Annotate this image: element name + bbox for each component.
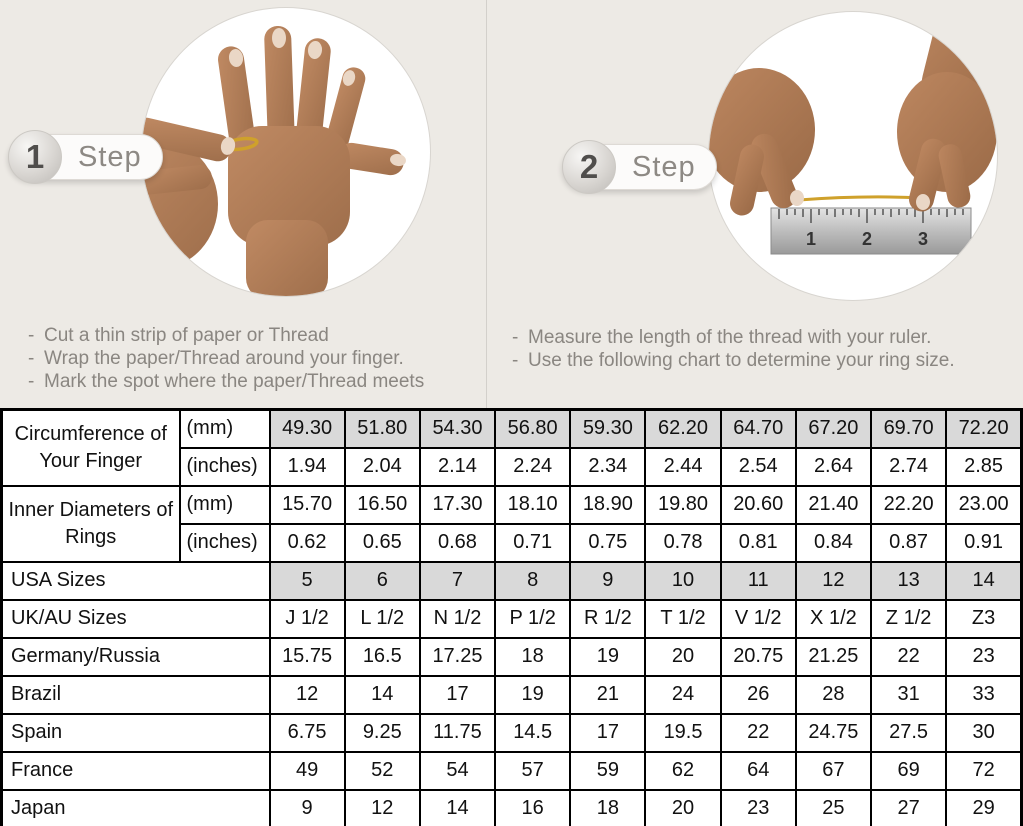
- value-cell: 0.87: [871, 524, 946, 562]
- value-cell: 56.80: [495, 410, 570, 448]
- value-cell: 10: [645, 562, 720, 600]
- value-cell: 0.78: [645, 524, 720, 562]
- value-cell: 59.30: [570, 410, 645, 448]
- value-cell: N 1/2: [420, 600, 495, 638]
- row-label: Brazil: [2, 676, 270, 714]
- instruction-text: Mark the spot where the paper/Thread meets: [44, 371, 425, 392]
- unit-label: (inches): [180, 524, 270, 562]
- value-cell: 22: [871, 638, 946, 676]
- dash: -: [512, 327, 519, 348]
- step1-instructions: [22, 324, 487, 393]
- ring-size-conversion-table: [0, 408, 1023, 826]
- instruction-text: Use the following chart to determine your ring size.: [528, 350, 955, 371]
- ruler: [771, 208, 971, 254]
- value-cell: 1.94: [270, 448, 345, 486]
- value-cell: R 1/2: [570, 600, 645, 638]
- value-cell: V 1/2: [721, 600, 796, 638]
- value-cell: 16.5: [345, 638, 420, 676]
- value-cell: 23.00: [946, 486, 1021, 524]
- value-cell: 16: [495, 790, 570, 826]
- table-row: [2, 752, 1022, 790]
- value-cell: 17.30: [420, 486, 495, 524]
- value-cell: 69.70: [871, 410, 946, 448]
- value-cell: 27: [871, 790, 946, 826]
- step2-photo: [709, 12, 997, 300]
- value-cell: 67: [796, 752, 871, 790]
- gold-thread: [799, 197, 923, 200]
- value-cell: 30: [946, 714, 1021, 752]
- value-cell: 19: [495, 676, 570, 714]
- step2-number: 2: [562, 140, 616, 194]
- instruction-text: Measure the length of the thread with your ruler.: [528, 327, 932, 348]
- value-cell: 12: [796, 562, 871, 600]
- value-cell: 64.70: [721, 410, 796, 448]
- value-cell: 54.30: [420, 410, 495, 448]
- step1-photo: [142, 8, 430, 296]
- measuring-ruler-illustration: [709, 12, 997, 300]
- value-cell: 62: [645, 752, 720, 790]
- value-cell: 22: [721, 714, 796, 752]
- dash: -: [28, 371, 35, 392]
- instruction-item: [22, 324, 487, 347]
- value-cell: 22.20: [871, 486, 946, 524]
- row-label: France: [2, 752, 270, 790]
- value-cell: 19.5: [645, 714, 720, 752]
- value-cell: 14: [420, 790, 495, 826]
- value-cell: 2.74: [871, 448, 946, 486]
- value-cell: 28: [796, 676, 871, 714]
- dash: -: [28, 348, 35, 369]
- row-label: USA Sizes: [2, 562, 270, 600]
- value-cell: 18: [495, 638, 570, 676]
- value-cell: 15.75: [270, 638, 345, 676]
- table-row: [2, 562, 1022, 600]
- value-cell: Z 1/2: [871, 600, 946, 638]
- step1-badge: [8, 134, 163, 180]
- value-cell: 29: [946, 790, 1021, 826]
- value-cell: 21.25: [796, 638, 871, 676]
- instruction-item: [22, 370, 487, 393]
- instruction-item: [506, 349, 1018, 372]
- step2-instructions: [506, 326, 1018, 372]
- table-row: [2, 714, 1022, 752]
- table-row: [2, 410, 1022, 448]
- value-cell: 12: [270, 676, 345, 714]
- value-cell: 16.50: [345, 486, 420, 524]
- value-cell: 24.75: [796, 714, 871, 752]
- value-cell: 19.80: [645, 486, 720, 524]
- value-cell: 64: [721, 752, 796, 790]
- instruction-item: [506, 326, 1018, 349]
- value-cell: 6: [345, 562, 420, 600]
- value-cell: 6.75: [270, 714, 345, 752]
- value-cell: 17.25: [420, 638, 495, 676]
- hand-with-ring-illustration: [142, 8, 430, 296]
- value-cell: 18.90: [570, 486, 645, 524]
- step1-number: 1: [8, 130, 62, 184]
- value-cell: 14.5: [495, 714, 570, 752]
- value-cell: 72: [946, 752, 1021, 790]
- value-cell: 49: [270, 752, 345, 790]
- value-cell: 23: [946, 638, 1021, 676]
- value-cell: 14: [345, 676, 420, 714]
- step1-label: Step: [78, 140, 142, 173]
- value-cell: 15.70: [270, 486, 345, 524]
- value-cell: 13: [871, 562, 946, 600]
- value-cell: 17: [420, 676, 495, 714]
- value-cell: 12: [345, 790, 420, 826]
- value-cell: 0.84: [796, 524, 871, 562]
- ruler-number-1: 1: [805, 229, 817, 249]
- value-cell: 21: [570, 676, 645, 714]
- value-cell: 0.71: [495, 524, 570, 562]
- value-cell: 23: [721, 790, 796, 826]
- dash: -: [512, 350, 519, 371]
- value-cell: Z3: [946, 600, 1021, 638]
- value-cell: P 1/2: [495, 600, 570, 638]
- step2-label: Step: [632, 150, 696, 183]
- size-table-body: [2, 410, 1022, 826]
- value-cell: 2.44: [645, 448, 720, 486]
- value-cell: 59: [570, 752, 645, 790]
- value-cell: 2.64: [796, 448, 871, 486]
- step2-badge: [562, 144, 717, 190]
- value-cell: 14: [946, 562, 1021, 600]
- unit-label: (mm): [180, 486, 270, 524]
- ruler-number-3: 3: [917, 229, 929, 249]
- table-row: [2, 676, 1022, 714]
- value-cell: 69: [871, 752, 946, 790]
- value-cell: 20.75: [721, 638, 796, 676]
- value-cell: 51.80: [345, 410, 420, 448]
- value-cell: 2.04: [345, 448, 420, 486]
- value-cell: 7: [420, 562, 495, 600]
- table-row: [2, 790, 1022, 826]
- value-cell: 2.85: [946, 448, 1021, 486]
- instruction-item: [22, 347, 487, 370]
- value-cell: 72.20: [946, 410, 1021, 448]
- dash: -: [28, 325, 35, 346]
- row-group-label: Inner Diameters of Rings: [2, 486, 180, 562]
- value-cell: 57: [495, 752, 570, 790]
- value-cell: 18.10: [495, 486, 570, 524]
- instruction-text: Wrap the paper/Thread around your finger.: [44, 348, 404, 369]
- value-cell: 2.14: [420, 448, 495, 486]
- table-row: [2, 486, 1022, 524]
- value-cell: 0.75: [570, 524, 645, 562]
- value-cell: 27.5: [871, 714, 946, 752]
- value-cell: 11: [721, 562, 796, 600]
- ruler-number-2: 2: [861, 229, 873, 249]
- value-cell: 2.24: [495, 448, 570, 486]
- instruction-text: Cut a thin strip of paper or Thread: [44, 325, 329, 346]
- value-cell: 24: [645, 676, 720, 714]
- value-cell: 17: [570, 714, 645, 752]
- value-cell: 0.91: [946, 524, 1021, 562]
- value-cell: 0.81: [721, 524, 796, 562]
- value-cell: X 1/2: [796, 600, 871, 638]
- table-row: [2, 600, 1022, 638]
- value-cell: 9: [570, 562, 645, 600]
- value-cell: 2.34: [570, 448, 645, 486]
- instructions-section: [0, 0, 1023, 408]
- value-cell: J 1/2: [270, 600, 345, 638]
- value-cell: 25: [796, 790, 871, 826]
- value-cell: 67.20: [796, 410, 871, 448]
- value-cell: 20: [645, 638, 720, 676]
- value-cell: 21.40: [796, 486, 871, 524]
- row-group-label: Circumference of Your Finger: [2, 410, 180, 486]
- value-cell: 0.62: [270, 524, 345, 562]
- value-cell: 49.30: [270, 410, 345, 448]
- row-label: Germany/Russia: [2, 638, 270, 676]
- value-cell: 20: [645, 790, 720, 826]
- value-cell: 26: [721, 676, 796, 714]
- value-cell: 20.60: [721, 486, 796, 524]
- unit-label: (inches): [180, 448, 270, 486]
- value-cell: 9.25: [345, 714, 420, 752]
- value-cell: 0.65: [345, 524, 420, 562]
- value-cell: L 1/2: [345, 600, 420, 638]
- row-label: UK/AU Sizes: [2, 600, 270, 638]
- value-cell: 8: [495, 562, 570, 600]
- unit-label: (mm): [180, 410, 270, 448]
- value-cell: 11.75: [420, 714, 495, 752]
- row-label: Spain: [2, 714, 270, 752]
- value-cell: 52: [345, 752, 420, 790]
- value-cell: 54: [420, 752, 495, 790]
- value-cell: T 1/2: [645, 600, 720, 638]
- value-cell: 33: [946, 676, 1021, 714]
- value-cell: 0.68: [420, 524, 495, 562]
- value-cell: 62.20: [645, 410, 720, 448]
- value-cell: 18: [570, 790, 645, 826]
- value-cell: 2.54: [721, 448, 796, 486]
- value-cell: 5: [270, 562, 345, 600]
- value-cell: 19: [570, 638, 645, 676]
- table-row: [2, 638, 1022, 676]
- value-cell: 9: [270, 790, 345, 826]
- row-label: Japan: [2, 790, 270, 826]
- value-cell: 31: [871, 676, 946, 714]
